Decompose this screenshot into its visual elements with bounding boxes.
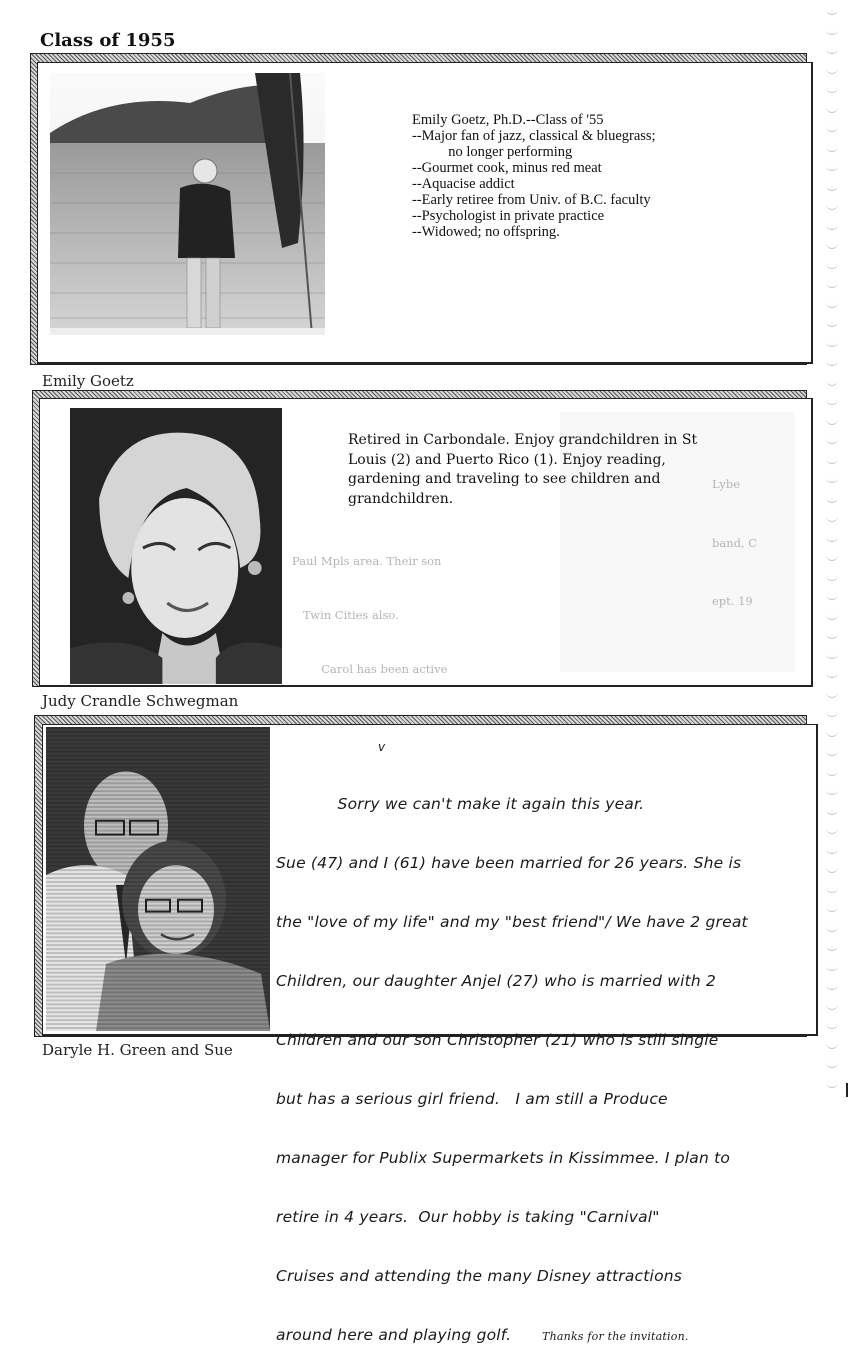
binder-hole-icon [826, 808, 838, 815]
binder-hole-icon [826, 496, 838, 503]
binder-hole-icon [826, 359, 838, 366]
binder-hole-icon [826, 1022, 838, 1029]
binder-hole-icon [826, 125, 838, 132]
bio-line: --Psychologist in private practice [412, 208, 605, 224]
bio-line: --Gourmet cook, minus red meat [412, 160, 602, 176]
binder-hole-icon [826, 964, 838, 971]
caption-daryle-green: Daryle H. Green and Sue [42, 1041, 233, 1059]
binder-hole-icon [826, 632, 838, 639]
binder-hole-icon [826, 827, 838, 834]
bio-line: --Early retiree from Univ. of B.C. faculty [412, 192, 651, 208]
note-signoff: Thanks for the invitation. [542, 1330, 689, 1343]
binder-hole-icon [826, 106, 838, 113]
photo-portrait-woman [70, 408, 282, 684]
binder-hole-icon [826, 574, 838, 581]
bleed-line: ept. 19 [712, 594, 753, 608]
binder-hole-icon [826, 905, 838, 912]
binder-hole-icon [826, 944, 838, 951]
note-line: Children and our son Christopher (21) who is still single [276, 1031, 719, 1049]
note-line [276, 1324, 748, 1347]
binder-hole-icon [826, 8, 838, 15]
bio-line: no longer performing [412, 144, 573, 160]
binder-hole-icon [826, 457, 838, 464]
binder-hole-icon [826, 301, 838, 308]
binder-hole-icon [826, 535, 838, 542]
binder-hole-icon [826, 691, 838, 698]
binder-hole-icon [826, 983, 838, 990]
bleed-line: band, C [712, 535, 758, 550]
binder-hole-icon [826, 515, 838, 522]
note-line: manager for Publix Supermarkets in Kissimmee. I plan to [276, 1149, 731, 1167]
binder-hole-icon [826, 379, 838, 386]
bleed-line: Paul Mpls area. Their son [292, 554, 442, 568]
bleed-through-text-upper [712, 436, 757, 631]
binder-hole-icon [826, 788, 838, 795]
note-line: retire in 4 years. Our hobby is taking "Carnival" [276, 1208, 660, 1226]
bio-line: --Major fan of jazz, classical & bluegrass; [412, 128, 656, 144]
binder-hole-icon [826, 28, 838, 35]
binder-hole-icon [826, 67, 838, 74]
bleed-line: Twin Cities also. [292, 608, 399, 622]
insert-caret-mark: v [378, 740, 386, 754]
binder-hole-icon [826, 925, 838, 932]
binder-hole-icon [826, 554, 838, 561]
binder-hole-icon [826, 242, 838, 249]
handwritten-note [276, 757, 748, 1365]
binder-hole-icon [826, 866, 838, 873]
binder-hole-icon [826, 203, 838, 210]
note-line: Sorry we can't make it again this year. [276, 795, 645, 813]
bio-text-emily-goetz [412, 112, 656, 240]
binder-hole-icon [826, 730, 838, 737]
note-line: Sue (47) and I (61) have been married for 26 years. She is [276, 854, 742, 872]
binder-hole-icon [826, 281, 838, 288]
binder-hole-icon [826, 262, 838, 269]
binder-hole-icon [826, 86, 838, 93]
binder-hole-icon [826, 223, 838, 230]
bio-text-judy-schwegman: Retired in Carbondale. Enjoy grandchildren in St Louis (2) and Puerto Rico (1). Enjoy reading, gardening and traveling to see children and grandchildren. [348, 432, 698, 507]
note-line: Cruises and attending the many Disney attractions [276, 1267, 683, 1285]
scan-edge-mark [846, 1083, 848, 1097]
binder-hole-icon [826, 593, 838, 600]
binder-hole-icon [826, 1042, 838, 1049]
binder-hole-icon [826, 47, 838, 54]
caption-judy-schwegman: Judy Crandle Schwegman [42, 692, 239, 710]
binder-hole-icon [826, 886, 838, 893]
note-last-line: around here and playing golf. [276, 1326, 512, 1344]
bio-line: --Aquacise addict [412, 176, 515, 192]
binder-hole-icon [826, 671, 838, 678]
note-line: Children, our daughter Anjel (27) who is married with 2 [276, 972, 717, 990]
binder-hole-icon [826, 652, 838, 659]
page-title: Class of 1955 [40, 30, 176, 51]
binder-hole-icon [826, 437, 838, 444]
binder-hole-icon [826, 769, 838, 776]
binder-hole-icon [826, 749, 838, 756]
binder-hole-icon [826, 710, 838, 717]
photo-woman-standing-by-lake [50, 73, 325, 335]
binder-holes [822, 0, 840, 1099]
binder-hole-icon [826, 476, 838, 483]
binder-hole-icon [826, 847, 838, 854]
binder-hole-icon [826, 613, 838, 620]
bio-line: --Widowed; no offspring. [412, 224, 560, 240]
photo-couple-portrait [46, 727, 270, 1031]
note-line: but has a serious girl friend. I am still a Produce [276, 1090, 668, 1108]
binder-hole-icon [826, 418, 838, 425]
binder-hole-icon [826, 398, 838, 405]
bleed-line: Carol has been active [292, 662, 448, 676]
caption-emily-goetz: Emily Goetz [42, 372, 134, 390]
binder-hole-icon [826, 164, 838, 171]
binder-hole-icon [826, 184, 838, 191]
bio-line: Emily Goetz, Ph.D.--Class of '55 [412, 112, 604, 128]
binder-hole-icon [826, 340, 838, 347]
binder-hole-icon [826, 1061, 838, 1068]
note-line: the "love of my life" and my "best friend"/ We have 2 great [276, 913, 748, 931]
binder-hole-icon [826, 145, 838, 152]
binder-hole-icon [826, 1003, 838, 1010]
binder-hole-icon [826, 320, 838, 327]
binder-hole-icon [826, 1081, 838, 1088]
bleed-line: Lybe [712, 477, 741, 491]
